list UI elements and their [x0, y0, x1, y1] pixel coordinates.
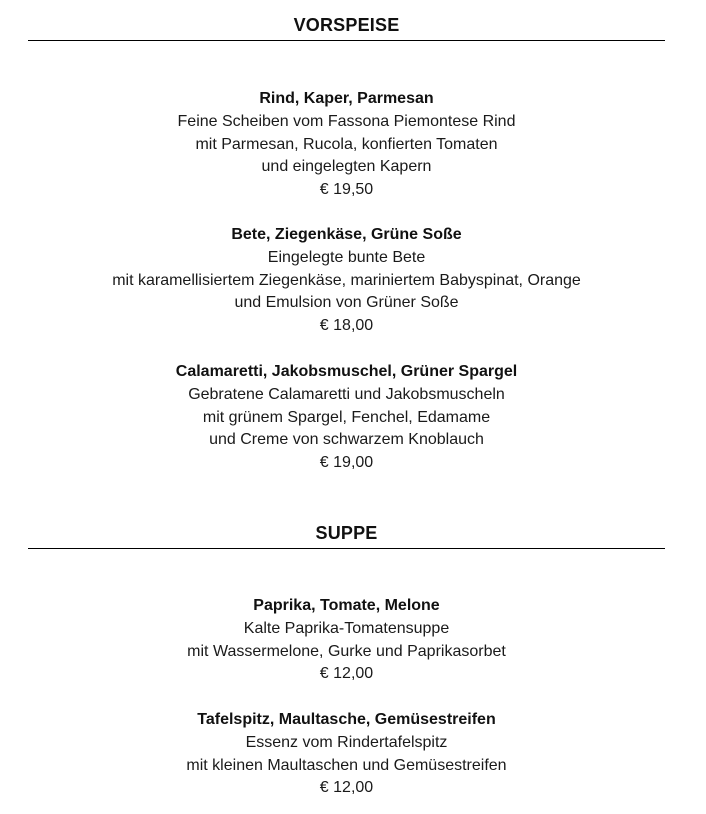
section-title: VORSPEISE: [293, 15, 400, 35]
menu-item: [28, 595, 665, 686]
dish-description-line: mit karamellisiertem Ziegenkäse, mariniertem Babyspinat, Orange: [112, 271, 581, 289]
dish-description-line: Kalte Paprika-Tomatensuppe: [243, 619, 450, 637]
dish-price: € 12,00: [319, 779, 374, 797]
dish-name: Rind, Kaper, Parmesan: [259, 90, 434, 107]
dish-description-line: mit Parmesan, Rucola, konfierten Tomaten: [195, 135, 498, 153]
dish-price: € 18,00: [319, 317, 374, 335]
section-divider: [28, 548, 665, 549]
section-header-suppe: [28, 522, 665, 549]
dish-description-line: Gebratene Calamaretti und Jakobsmuscheln: [188, 385, 505, 403]
dish-description-line: Eingelegte bunte Bete: [267, 248, 426, 266]
dish-name: Bete, Ziegenkäse, Grüne Soße: [231, 226, 462, 243]
dish-price: € 19,00: [319, 454, 374, 472]
dish-name: Calamaretti, Jakobsmuschel, Grüner Spargel: [175, 363, 518, 380]
dish-description-line: mit grünem Spargel, Fenchel, Edamame: [202, 408, 491, 426]
menu-item: [28, 361, 665, 475]
dish-description-line: mit Wassermelone, Gurke und Paprikasorbet: [187, 642, 506, 660]
section-header-vorspeise: [28, 14, 665, 41]
section-divider: [28, 40, 665, 41]
dish-name: Tafelspitz, Maultasche, Gemüsestreifen: [197, 711, 496, 728]
dish-price: € 12,00: [319, 665, 374, 683]
dish-description-line: und Creme von schwarzem Knoblauch: [209, 431, 484, 449]
menu-item: [28, 88, 665, 202]
dish-description-line: und eingelegten Kapern: [261, 158, 432, 176]
dish-description-line: mit kleinen Maultaschen und Gemüsestreifen: [186, 756, 507, 774]
dish-price: € 19,50: [319, 181, 374, 199]
dish-description-line: Essenz vom Rindertafelspitz: [245, 733, 448, 751]
dish-description-line: und Emulsion von Grüner Soße: [234, 294, 459, 312]
dish-name: Paprika, Tomate, Melone: [253, 597, 440, 614]
dish-description-line: Feine Scheiben vom Fassona Piemontese Rind: [177, 112, 516, 130]
menu-item: [28, 709, 665, 800]
menu-item: [28, 224, 665, 338]
section-title: SUPPE: [315, 523, 378, 543]
